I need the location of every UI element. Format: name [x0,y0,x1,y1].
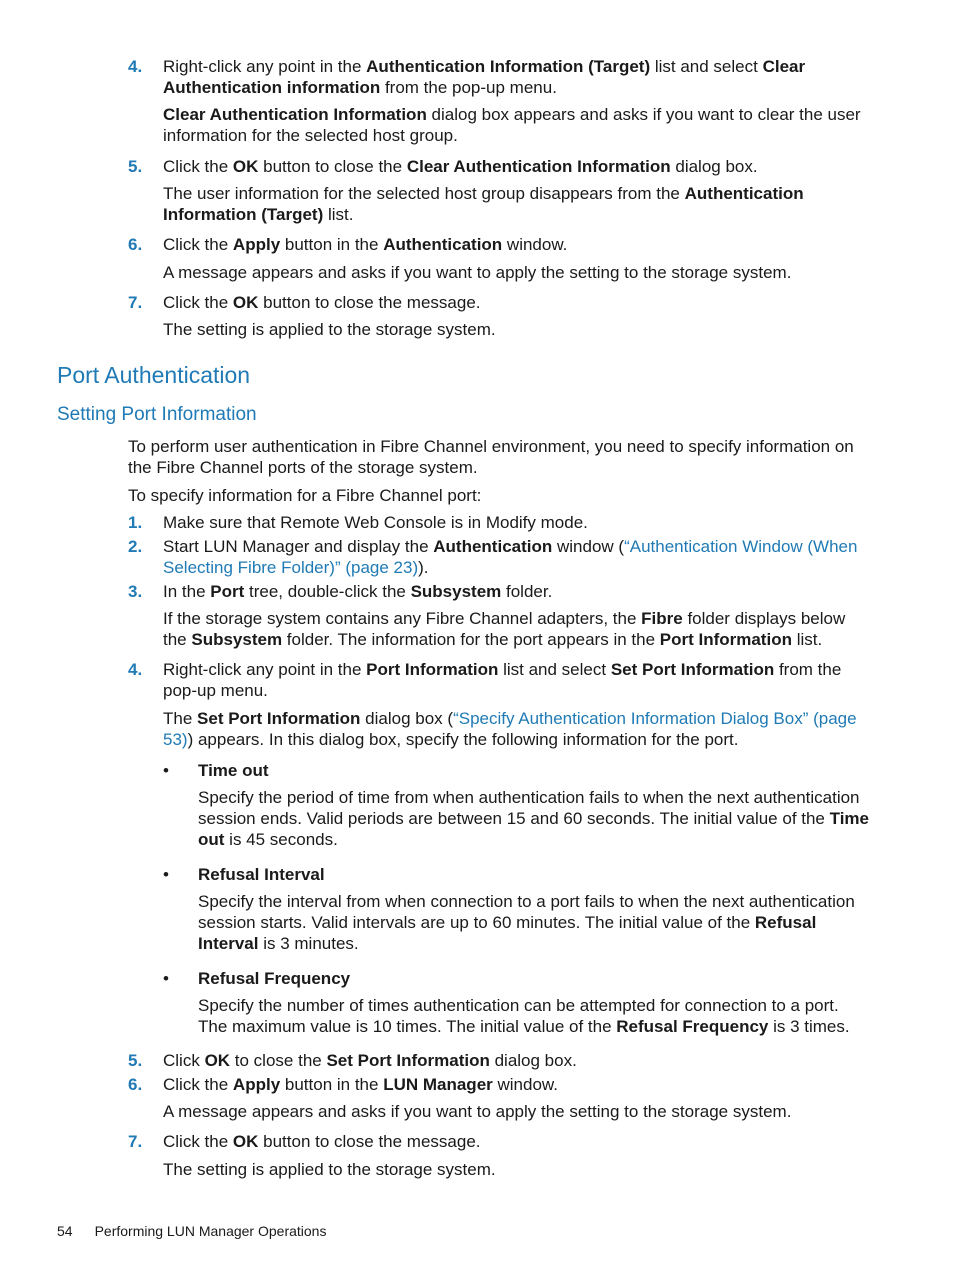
bullet-text: Specify the number of times authentication can be attempted for connection to a port. The maximum value is 10 times. The initial value of the Refusal Frequency is 3 times. [198,996,850,1036]
step-number: 1. [128,513,143,532]
cross-reference-link[interactable]: “Specify Authentication Information Dialog Box” (page 53) [163,709,857,749]
step-number: 5. [128,1051,143,1070]
bullet-text: Specify the period of time from when authentication fails to when the next authentication session ends. Valid periods are between 15 and 60 seconds. The initial value of the Time out is 45 seconds. [198,788,869,849]
page-number: 54 [57,1223,73,1239]
step-number: 7. [128,293,143,312]
intro-paragraph: To perform user authentication in Fibre Channel environment, you need to specify information on the Fibre Channel ports of the storage system. [128,437,854,477]
step-text: Click the Apply button in the Authentication window. [163,235,568,254]
step-number: 4. [128,57,143,76]
step-text: Click the Apply button in the LUN Manager window. [163,1075,558,1094]
bullet-marker: • [163,969,169,988]
step-text: Click the OK button to close the message. [163,1132,481,1151]
step-result: If the storage system contains any Fibre Channel adapters, the Fibre folder displays below the Subsystem folder. The information for the port appears in the Port Information list. [163,609,846,649]
step-number: 3. [128,582,143,601]
intro-paragraph: To specify information for a Fibre Channel port: [128,486,482,505]
step-number: 6. [128,235,143,254]
bullet-title: Time out [198,761,269,780]
footer-section-title: Performing LUN Manager Operations [94,1223,327,1239]
step-result: The setting is applied to the storage system. [163,1160,496,1179]
step-number: 6. [128,1075,143,1094]
section-heading: Port Authentication [57,362,251,388]
step-text: Start LUN Manager and display the Authentication window (“Authentication Window (When Selecting Fibre Folder)” (page 23)). [163,537,858,577]
step-text: Right-click any point in the Port Information list and select Set Port Information from the pop-up menu. [163,660,842,700]
step-result: The user information for the selected host group disappears from the Authentication Information (Target) list. [163,184,804,224]
bullet-marker: • [163,865,169,884]
subsection-heading: Setting Port Information [57,404,257,425]
step-text: Click the OK button to close the Clear Authentication Information dialog box. [163,157,758,176]
step-text: Make sure that Remote Web Console is in Modify mode. [163,513,588,532]
bullet-marker: • [163,761,169,780]
step-text: Click the OK button to close the message. [163,293,481,312]
step-text: Click OK to close the Set Port Information dialog box. [163,1051,577,1070]
bullet-title: Refusal Interval [198,865,325,884]
step-number: 5. [128,157,143,176]
step-text: Right-click any point in the Authentication Information (Target) list and select Clear Authentication information from the pop-up menu. [163,57,806,97]
step-result: Clear Authentication Information dialog box appears and asks if you want to clear the user information for the selected host group. [163,105,861,145]
cross-reference-link[interactable]: “Authentication Window (When Selecting Fibre Folder)” (page 23) [163,537,858,577]
step-number: 4. [128,660,143,679]
step-result: A message appears and asks if you want to apply the setting to the storage system. [163,1102,792,1121]
step-text: In the Port tree, double-click the Subsystem folder. [163,582,553,601]
step-number: 7. [128,1132,143,1151]
step-result: The Set Port Information dialog box (“Specify Authentication Information Dialog Box” (page 53)) appears. In this dialog box, specify the following information for the port. [163,709,857,749]
bullet-title: Refusal Frequency [198,969,351,988]
step-result: A message appears and asks if you want to apply the setting to the storage system. [163,263,792,282]
page-footer [57,1222,348,1240]
step-number: 2. [128,537,143,556]
bullet-text: Specify the interval from when connection to a port fails to when the next authentication session starts. Valid intervals are up to 60 minutes. The initial value of the Refusal Interval is 3 minutes. [198,892,855,953]
step-result: The setting is applied to the storage system. [163,320,496,339]
